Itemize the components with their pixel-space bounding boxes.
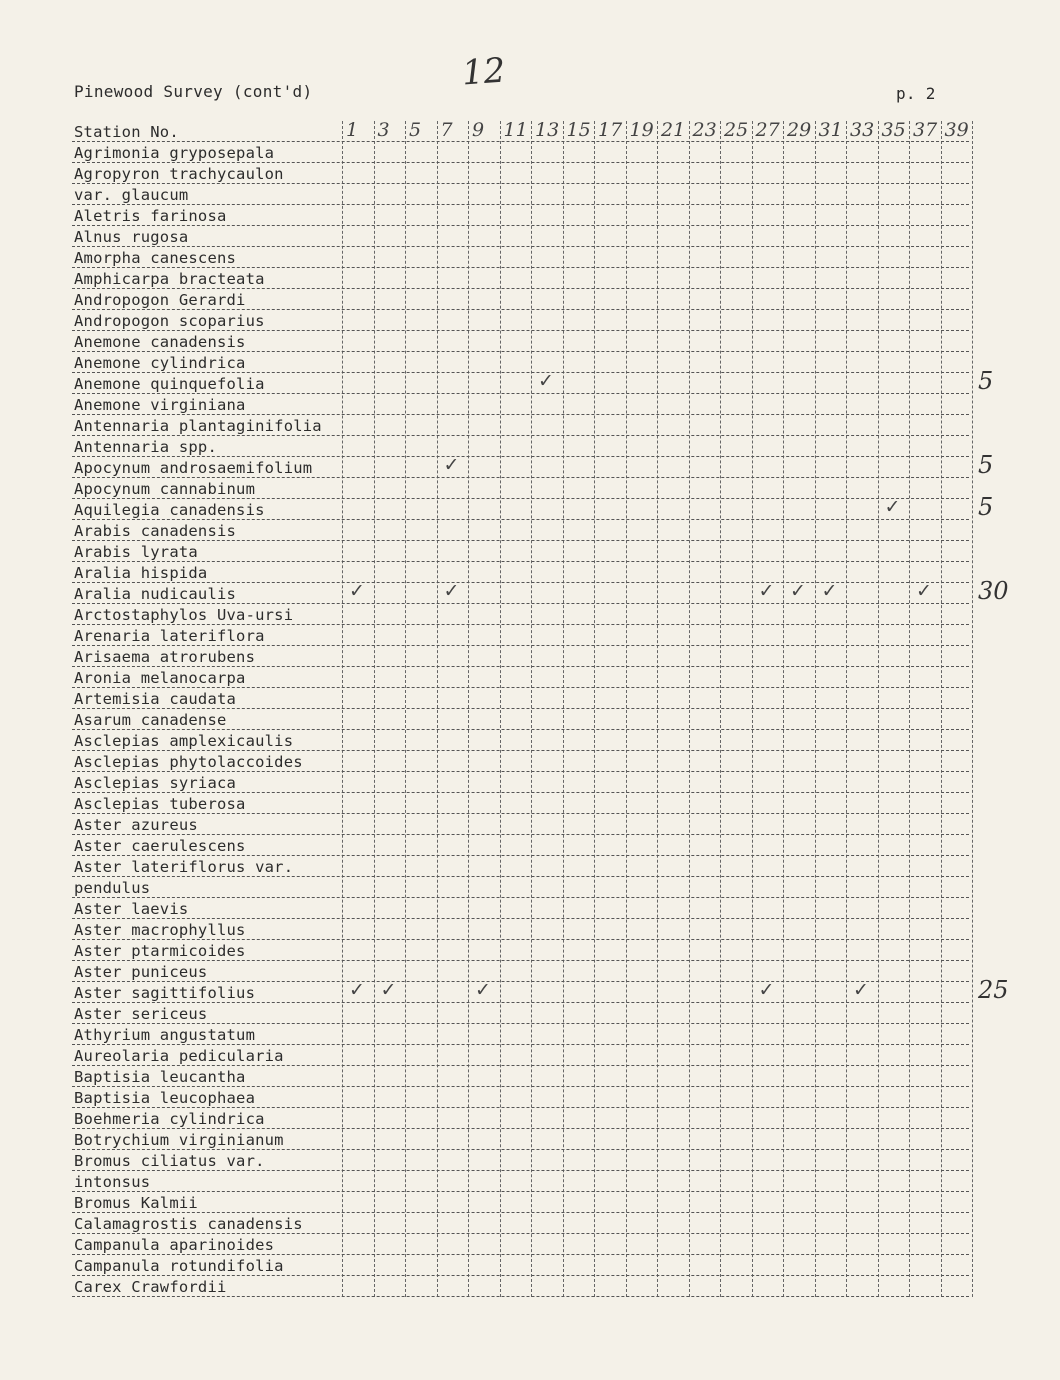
check-mark-icon: ✓ [884,496,901,518]
species-name: Antennaria plantaginifolia [74,417,322,435]
species-row [72,1276,972,1297]
species-row [72,688,972,709]
station-number: 33 [850,119,875,141]
station-number: 35 [881,119,906,141]
species-name: Bromus ciliatus var. [74,1152,265,1170]
species-name: Boehmeria cylindrica [74,1110,265,1128]
species-row [72,1255,972,1276]
species-name: Aster azureus [74,816,198,834]
species-name: Aralia nudicaulis [74,585,237,603]
species-name: Calamagrostis canadensis [74,1215,303,1233]
species-row [72,205,972,226]
species-name: Antennaria spp. [74,438,217,456]
species-row [72,310,972,331]
species-name: Asclepias amplexicaulis [74,732,294,750]
handwritten-total: 25 [978,976,1009,1004]
species-name: Amorpha canescens [74,249,237,267]
species-row [72,856,972,877]
species-name: Aster laevis [74,900,189,918]
species-row [72,367,994,395]
handwritten-total: 5 [978,451,994,479]
species-row [72,541,972,562]
species-row [72,184,972,205]
species-name: Apocynum cannabinum [74,480,256,498]
species-row [72,751,972,772]
species-name: Andropogon scoparius [74,312,265,330]
species-name: intonsus [74,1173,151,1191]
station-number: 29 [787,119,812,141]
species-name: Aronia melanocarpa [74,669,246,687]
check-mark-icon: ✓ [349,979,365,1001]
species-name: Aquilegia canadensis [74,501,265,519]
species-row [72,289,972,310]
species-name: Asclepias tuberosa [74,795,246,813]
species-name: Aureolaria pedicularia [74,1047,284,1065]
survey-title: Pinewood Survey (cont'd) [74,82,313,101]
species-name: Baptisia leucantha [74,1068,246,1086]
station-number: 13 [535,119,560,141]
check-mark-icon: ✓ [380,979,397,1001]
check-mark-icon: ✓ [538,370,554,392]
species-row [72,226,972,247]
species-name: Andropogon Gerardi [74,291,246,309]
species-row [72,331,972,352]
species-row [72,247,972,268]
species-name: Anemone cylindrica [74,354,246,372]
species-name: Asclepias phytolaccoides [74,753,303,771]
species-name: Amphicarpa bracteata [74,270,265,288]
species-row [72,163,972,184]
check-mark-icon: ✓ [853,979,869,1001]
station-number: 27 [755,119,780,141]
species-row [72,451,994,479]
species-name: Agropyron trachycaulon [74,165,284,183]
handwritten-total: 5 [978,493,994,521]
species-row [72,976,1009,1004]
species-row [72,940,972,961]
species-row [72,1045,972,1066]
species-row [72,493,994,521]
species-name: Asclepias syriaca [74,774,237,792]
handwritten-total: 30 [978,577,1009,605]
species-name: Apocynum androsaemifolium [74,459,313,477]
species-name: pendulus [74,879,151,897]
species-row [72,1234,972,1255]
species-name: Baptisia leucophaea [74,1089,256,1107]
column-divider [972,121,973,1297]
species-name: Arabis canadensis [74,522,237,540]
species-name: Agrimonia gryposepala [74,144,275,162]
station-number: 11 [503,119,528,141]
station-number: 15 [566,119,591,141]
species-row [72,268,972,289]
species-name: Arenaria lateriflora [74,627,265,645]
species-name: var. glaucum [74,186,189,204]
species-name: Asarum canadense [74,711,227,729]
station-label: Station No. [74,123,179,141]
species-row [72,793,972,814]
station-number: 37 [913,119,938,141]
species-name: Alnus rugosa [74,228,189,246]
species-row [72,814,972,835]
species-name: Anemone virginiana [74,396,246,414]
species-row [72,961,972,982]
station-number: 25 [724,119,749,141]
station-header-row [72,121,972,142]
species-name: Arisaema atrorubens [74,648,256,666]
species-name: Arctostaphylos Uva-ursi [74,606,294,624]
species-table [72,119,1009,1311]
check-mark-icon: ✓ [443,454,460,476]
species-row [72,604,972,625]
species-name: Aster ptarmicoides [74,942,246,960]
species-row [72,478,972,499]
species-row [72,415,972,436]
species-name: Aster sagittifolius [74,984,256,1002]
species-row [72,1213,972,1234]
species-name: Anemone quinquefolia [74,375,265,393]
species-row [72,1087,972,1108]
species-row [72,730,972,751]
species-row [72,394,972,415]
station-number: 9 [472,119,485,141]
species-row [72,919,972,940]
page-number: p. 2 [896,84,936,103]
handwritten-total: 5 [978,367,994,395]
species-row [72,1171,972,1192]
handwritten-page-number: 12 [460,50,507,94]
species-row [72,520,972,541]
species-row [72,1192,972,1213]
station-number: 7 [440,119,453,141]
species-row [72,1003,972,1024]
station-number: 39 [944,119,969,141]
species-name: Aster puniceus [74,963,208,981]
species-row [72,1024,972,1045]
station-number: 1 [346,119,359,141]
species-name: Athyrium angustatum [74,1026,256,1044]
species-row [72,877,972,898]
species-row [72,352,972,373]
station-number: 31 [818,119,843,141]
check-mark-icon: ✓ [758,979,775,1001]
species-name: Campanula aparinoides [74,1236,275,1254]
species-name: Artemisia caudata [74,690,237,708]
species-name: Arabis lyrata [74,543,198,561]
species-row [72,646,972,667]
species-row [72,1066,972,1087]
species-name: Aster caerulescens [74,837,246,855]
check-mark-icon: ✓ [443,580,460,602]
species-row [72,1150,972,1171]
check-mark-icon: ✓ [758,580,775,602]
species-row [72,562,972,583]
species-row [72,142,972,163]
check-mark-icon: ✓ [475,979,491,1001]
species-row [72,436,972,457]
species-row [72,1108,972,1129]
species-name: Carex Crawfordii [74,1278,227,1296]
station-number: 3 [377,119,390,141]
species-row [72,667,972,688]
check-mark-icon: ✓ [349,580,365,602]
station-number: 23 [692,119,717,141]
species-row [72,898,972,919]
species-row [72,772,972,793]
species-name: Campanula rotundifolia [74,1257,284,1275]
species-name: Bromus Kalmii [74,1194,198,1212]
species-row [72,709,972,730]
check-mark-icon: ✓ [821,580,838,602]
species-name: Aletris farinosa [74,207,227,225]
species-row [72,577,1009,605]
species-name: Aster macrophyllus [74,921,246,939]
check-mark-icon: ✓ [916,580,932,602]
station-number: 21 [661,119,686,141]
station-number: 5 [409,119,422,141]
station-number: 17 [598,119,623,141]
species-name: Aralia hispida [74,564,208,582]
station-number: 19 [629,119,654,141]
species-name: Aster sericeus [74,1005,208,1023]
species-row [72,625,972,646]
species-row [72,1129,972,1150]
species-name: Aster lateriflorus var. [74,858,294,876]
species-name: Anemone canadensis [74,333,246,351]
species-name: Botrychium virginianum [74,1131,284,1149]
species-row [72,835,972,856]
check-mark-icon: ✓ [790,580,806,602]
